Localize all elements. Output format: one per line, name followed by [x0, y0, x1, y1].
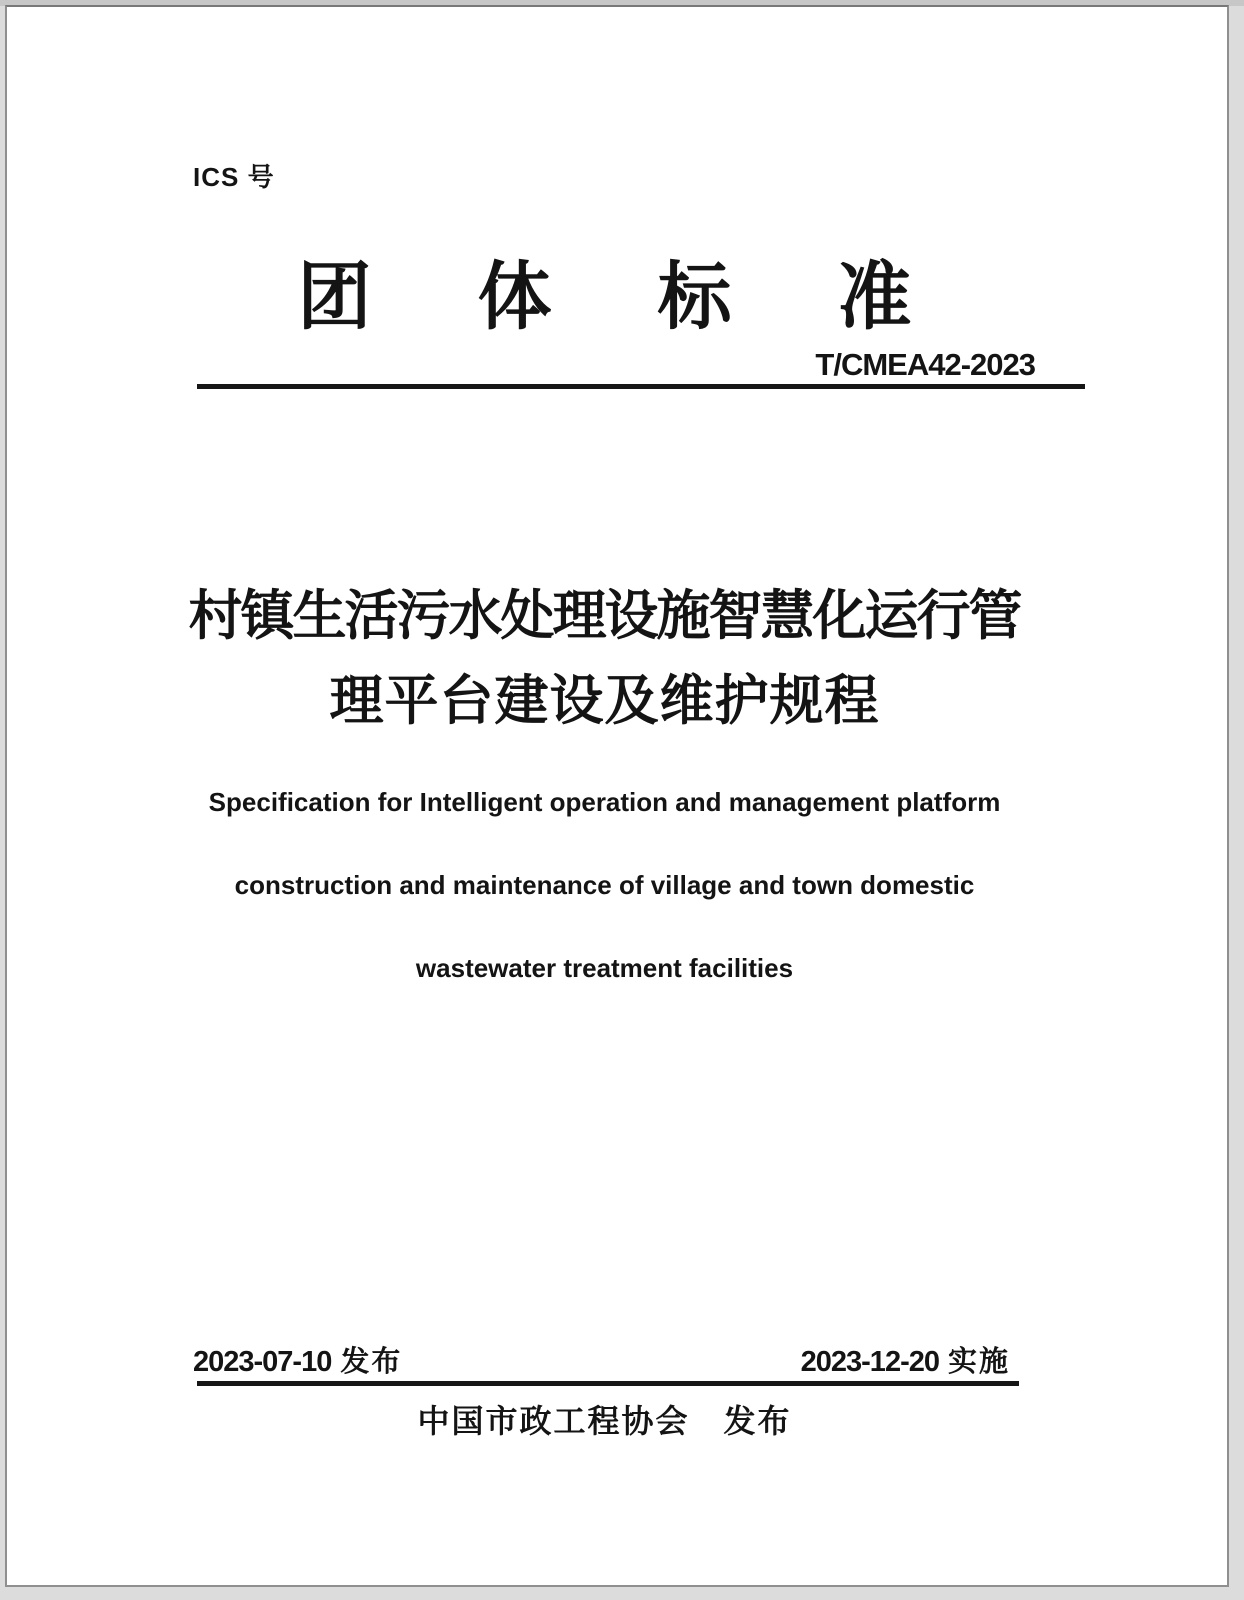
title-en-line2: construction and maintenance of village and town domestic [234, 870, 975, 900]
title-en-line1: Specification for Intelligent operation and management platform [208, 787, 1001, 817]
title-cn-line2: 理平台建设及维护规程 [329, 671, 880, 731]
publisher-action-label: 发布 [723, 1403, 792, 1439]
publisher-line [187, 1401, 1022, 1441]
issue-date-label: 发布 [340, 1346, 403, 1378]
issue-date-block [193, 1346, 402, 1378]
standard-number: T/CMEA42-2023 [815, 347, 1035, 382]
implementation-date-label: 实施 [947, 1346, 1010, 1378]
implementation-date: 2023-12-20 [800, 1346, 939, 1378]
footer-rule [197, 1381, 1019, 1386]
document-type-title-text: 团体标准 [297, 255, 1018, 338]
title-cn-line1: 村镇生活污水处理设施智慧化运行管 [188, 586, 1021, 646]
publisher-name: 中国市政工程协会 [417, 1403, 690, 1439]
issue-date: 2023-07-10 [193, 1346, 332, 1378]
header-rule [197, 384, 1085, 389]
implementation-date-block [801, 1346, 1010, 1378]
date-row [193, 1346, 1010, 1378]
title-en-line3: wastewater treatment facilities [415, 953, 794, 983]
document-type-title [187, 257, 1022, 337]
ics-code-label: ICS 号 [193, 162, 275, 192]
standard-cover-page [5, 5, 1229, 1587]
